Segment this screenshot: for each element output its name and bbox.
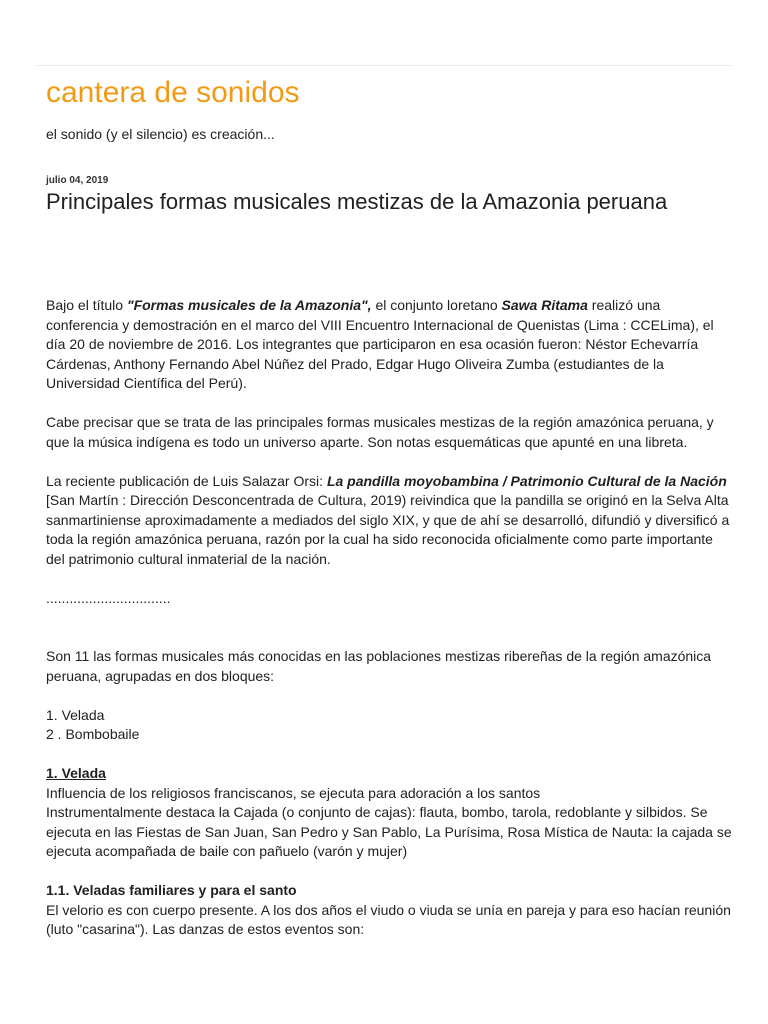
post-title: Principales formas musicales mestizas de la Amazonia peruana [46, 189, 668, 214]
subsection-heading-veladas-familiares: 1.1. Veladas familiares y para el santo [46, 882, 297, 898]
publication-text-1: La reciente publicación de Luis Salazar Orsi: [46, 472, 327, 489]
intro-text-3: realizó una conferencia y demostración en el marco del VIII Encuentro Internacional de Quenistas (Lima : CCELima), el día 20 de noviembre de 2016. Los integrantes que participaron en esa ocasión fueron: Néstor Echevarría Cárdenas, Anthony Fernando Abel Núñez del Prado, Edgar Hugo Oliveira Zumba (estudiantes de la Universidad Científica del Perú). [46, 297, 714, 391]
dotted-separator: ................................ [46, 589, 171, 606]
intro-group-emphasis: Sawa Ritama [501, 297, 588, 313]
intro-text-2: el conjunto loretano [371, 297, 502, 313]
paragraph-forms: Son 11 las formas musicales más conocidas en las poblaciones mestizas ribereñas de la región amazónica peruana, agrupadas en dos bloques: [46, 648, 712, 684]
subsection-veladas-body: El velorio es con cuerpo presente. A los dos años el viudo o viuda se unía en pareja y para eso hacían reunión (luto "casarina"). Las danzas de estos eventos son: [46, 901, 731, 937]
blog-title-link[interactable]: cantera de sonidos [46, 76, 300, 109]
spacer [46, 628, 732, 648]
velada-line-1: Influencia de los religiosos franciscanos, se ejecuta para adoración a los santos [46, 784, 541, 801]
post-date: julio 04, 2019 [46, 175, 109, 186]
post-body [46, 296, 732, 959]
section-velada-body [46, 784, 732, 862]
velada-line-2: Instrumentalmente destaca la Cajada (o conjunto de cajas): flauta, bombo, tarola, redoblante y silbidos. Se ejecuta en las Fiestas de San Juan, San Pedro y San Pablo, La Purísima, Rosa Mística de Nauta: la cajada se ejecuta acompañada de baile con pañuelo (varón y mujer) [46, 804, 732, 859]
section-heading-velada-text: 1. Velada [46, 765, 106, 781]
list-item: 2 . Bombobaile [46, 726, 140, 742]
publication-book-emphasis: La pandilla moyobambina / Patrimonio Cultural de la Nación [326, 472, 727, 489]
section-heading-velada [46, 764, 732, 784]
intro-title-emphasis: "Formas musicales de la Amazonia", [126, 297, 372, 313]
list-item: 1. Velada [46, 706, 105, 723]
header-divider [36, 65, 732, 66]
paragraph-publication [46, 472, 732, 570]
blog-description: el sonido (y el silencio) es creación... [46, 126, 275, 142]
intro-text-1: Bajo el título [46, 297, 127, 313]
forms-list [46, 706, 732, 745]
publication-text-2: [San Martín : Dirección Desconcentrada de Cultura, 2019) reivindica que la pandilla se originó en la Selva Alta sanmartiniense aproximadamente a mediados del siglo XIX, y que de ahí se desarrolló, difundió y diversificó a toda la región amazónica peruana, razón por la cual ha sido reconocida oficialmente como parte importante del patrimonio cultural inmaterial de la nación. [46, 492, 730, 567]
paragraph-clarification: Cabe precisar que se trata de las principales formas musicales mestizas de la región amazónica peruana, y que la música indígena es todo un universo aparte. Son notas esquemáticas que apunté en una libreta. [46, 414, 714, 450]
paragraph-intro [46, 296, 732, 394]
